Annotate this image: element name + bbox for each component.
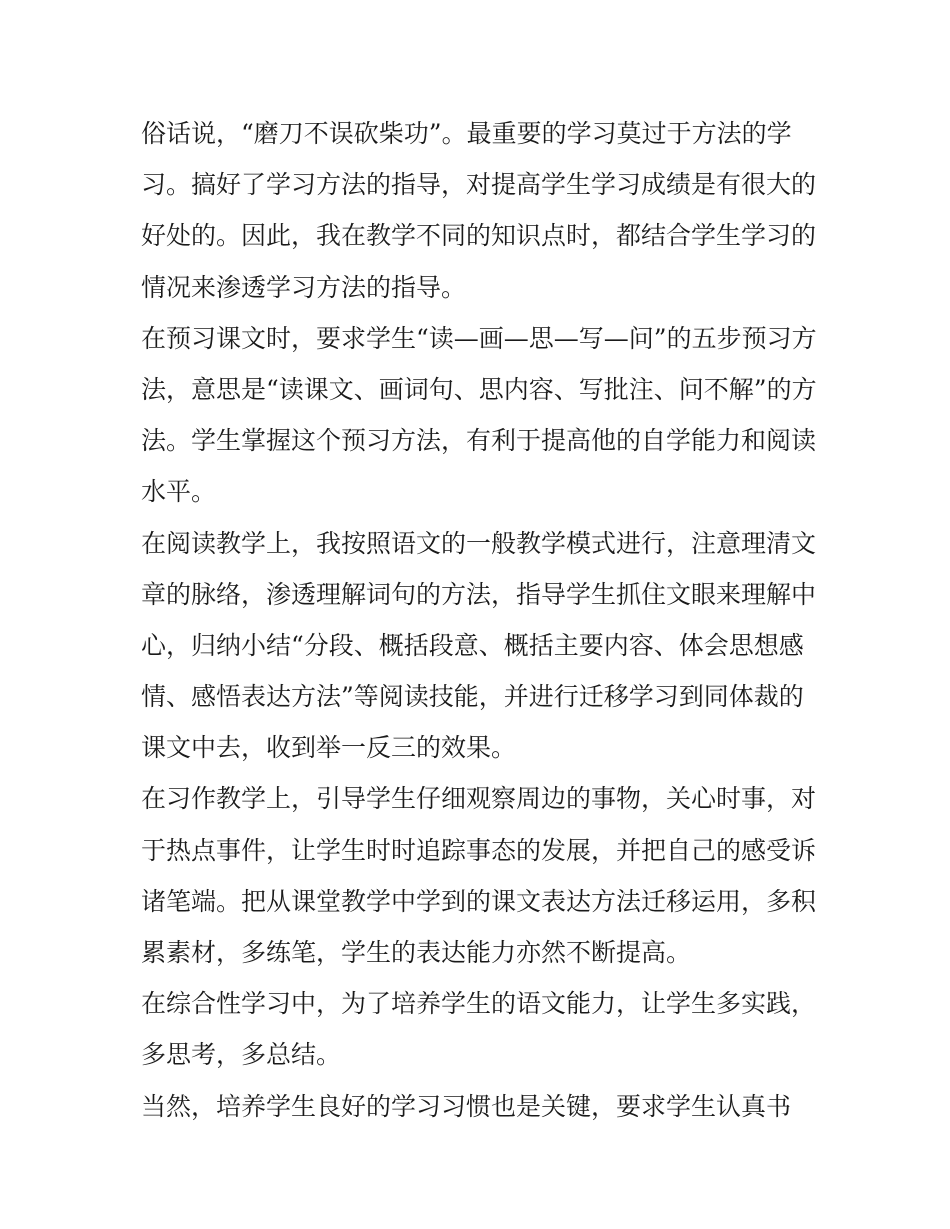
- text-line: 好处的。因此，我在教学不同的知识点时，都结合学生学习的: [141, 221, 817, 251]
- text-line: 情、感悟表达方法”等阅读技能，并进行迁移学习到同体裁的: [141, 682, 804, 712]
- text-line: 心，归纳小结“分段、概括段意、概括主要内容、体会思想感: [141, 630, 804, 660]
- text-line: 习。搞好了学习方法的指导，对提高学生学习成绩是有很大的: [141, 170, 817, 200]
- text-line: 法，意思是“读课文、画词句、思内容、写批注、问不解”的方: [141, 374, 817, 404]
- text-line: 水平。: [141, 477, 217, 507]
- text-line: 在习作教学上，引导学生仔细观察周边的事物，关心时事，对: [141, 784, 817, 814]
- text-line: 章的脉络，渗透理解词句的方法，指导学生抓住文眼来理解中: [141, 579, 817, 609]
- text-line: 于热点事件，让学生时时追踪事态的发展，并把自己的感受诉: [141, 835, 817, 865]
- text-line: 在阅读教学上，我按照语文的一般教学模式进行，注意理清文: [141, 528, 817, 558]
- text-line: 法。学生掌握这个预习方法，有利于提高他的自学能力和阅读: [141, 426, 817, 456]
- text-line: 多思考，多总结。: [141, 1040, 342, 1070]
- text-line: 在综合性学习中，为了培养学生的语文能力，让学生多实践，: [141, 989, 817, 1019]
- text-line: 诸笔端。把从课堂教学中学到的课文表达方法迁移运用，多积: [141, 886, 817, 916]
- text-line: 情况来渗透学习方法的指导。: [141, 272, 467, 302]
- text-line: 当然，培养学生良好的学习习惯也是关键，要求学生认真书: [141, 1091, 792, 1121]
- text-line: 累素材，多练笔，学生的表达能力亦然不断提高。: [141, 938, 692, 967]
- body-text: [141, 108, 817, 1132]
- text-line: 俗话说，“磨刀不误砍柴功”。最重要的学习莫过于方法的学: [141, 119, 792, 148]
- text-line: 课文中去，收到举一反三的效果。: [141, 733, 517, 763]
- text-line: 在预习课文时，要求学生“读—画—思—写—问”的五步预习方: [141, 323, 817, 353]
